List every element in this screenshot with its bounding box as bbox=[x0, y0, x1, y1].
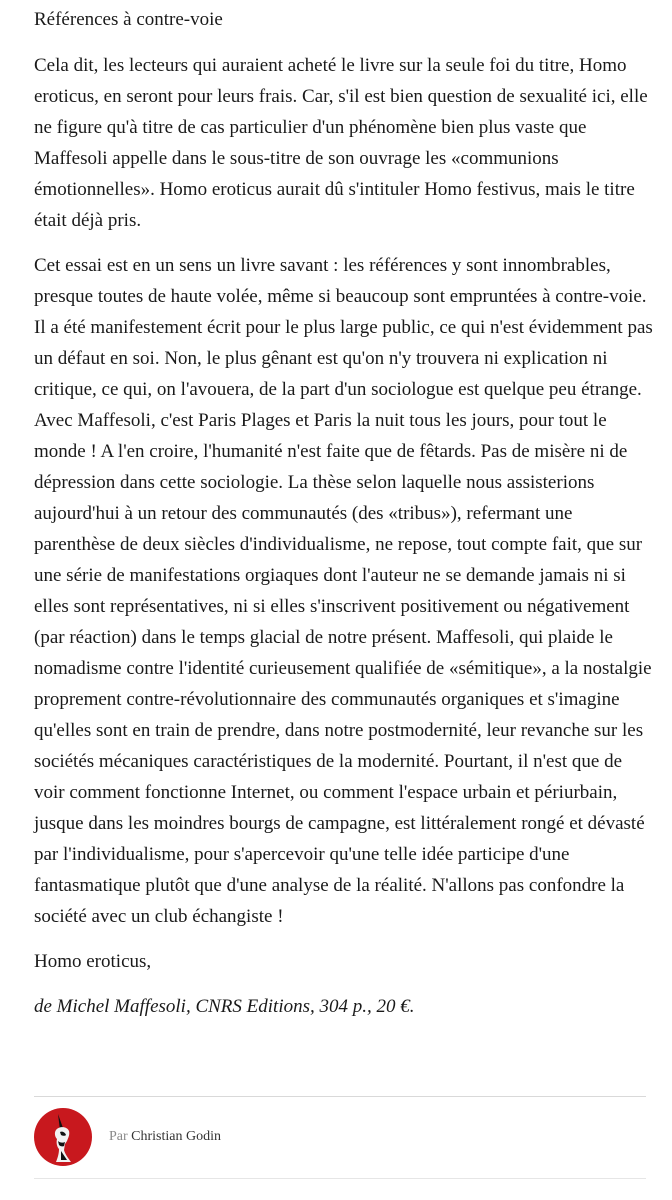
article-paragraph: Cela dit, les lecteurs qui auraient acheté le livre sur la seule foi du titre, Homo eroticus, en seront pour leurs frais. Car, s'il est bien question de sexualité ici, elle ne figure qu'à titre de cas particulier d'un phénomène bien plus vaste que Maffesoli appelle dans le sous-titre de son ouvrage les «communions émotionnelles». Homo eroticus aurait dû s'intituler Homo festivus, mais le titre était déjà pris. bbox=[34, 55, 648, 231]
section-heading: Références à contre-voie bbox=[34, 9, 223, 30]
book-title: Homo eroticus, bbox=[34, 951, 152, 972]
book-details: de Michel Maffesoli, CNRS Editions, 304 p., 20 €. bbox=[34, 996, 415, 1017]
author-byline[interactable] bbox=[109, 1127, 221, 1147]
marianne-logo-icon bbox=[34, 1108, 92, 1166]
article-body bbox=[34, 6, 654, 1022]
author-byline-block[interactable] bbox=[34, 1107, 221, 1167]
bottom-divider bbox=[34, 1178, 646, 1179]
byline-prefix: Par bbox=[109, 1129, 128, 1144]
author-name-link[interactable]: Christian Godin bbox=[131, 1129, 222, 1144]
author-divider bbox=[34, 1096, 646, 1097]
author-avatar[interactable] bbox=[34, 1108, 92, 1166]
article-paragraph: Cet essai est en un sens un livre savant : les références y sont innombrables, presque toutes de haute volée, même si beaucoup sont empruntées à contre-voie. Il a été manifestement écrit pour le plus large public, ce qui n'est évidemment pas un défaut en soi. Non, le plus gênant est qu'on n'y trouvera ni explication ni critique, ce qui, on l'avouera, de la part d'un sociologue est quelque peu étrange. Avec Maffesoli, c'est Paris Plages et Paris la nuit tous les jours, pour tout le monde ! A l'en croire, l'humanité n'est faite que de fêtards. Pas de misère ni de dépression dans cette sociologie. La thèse selon laquelle nous assisterions aujourd'hui à un retour des communautés (des «tribus»), refermant une parenthèse de deux siècles d'individualisme, ne repose, tout compte fait, que sur une série de manifestations orgiaques dont l'auteur ne se demande jamais ni si elles sont représentatives, ni si elles s'inscrivent positivement ou négativement (par réaction) dans le temps glacial de notre présent. Maffesoli, qui plaide le nomadisme contre l'identité curieusement qualifiée de «sémitique», a la nostalgie proprement contre-révolutionnaire des communautés organiques et s'imagine qu'elles sont en train de prendre, dans notre postmodernité, leur revanche sur les sociétés mécaniques caractéristiques de la modernité. Pourtant, il n'est que de voir comment fonctionne Internet, ou comment l'espace urbain et périurbain, jusque dans les moindres bourgs de campagne, est littéralement rongé et dévasté par l'individualisme, pour s'apercevoir qu'une telle idée participe d'une fantasmatique plutôt que d'une analyse de la réalité. N'allons pas confondre la société avec un club échangiste ! bbox=[34, 255, 653, 927]
